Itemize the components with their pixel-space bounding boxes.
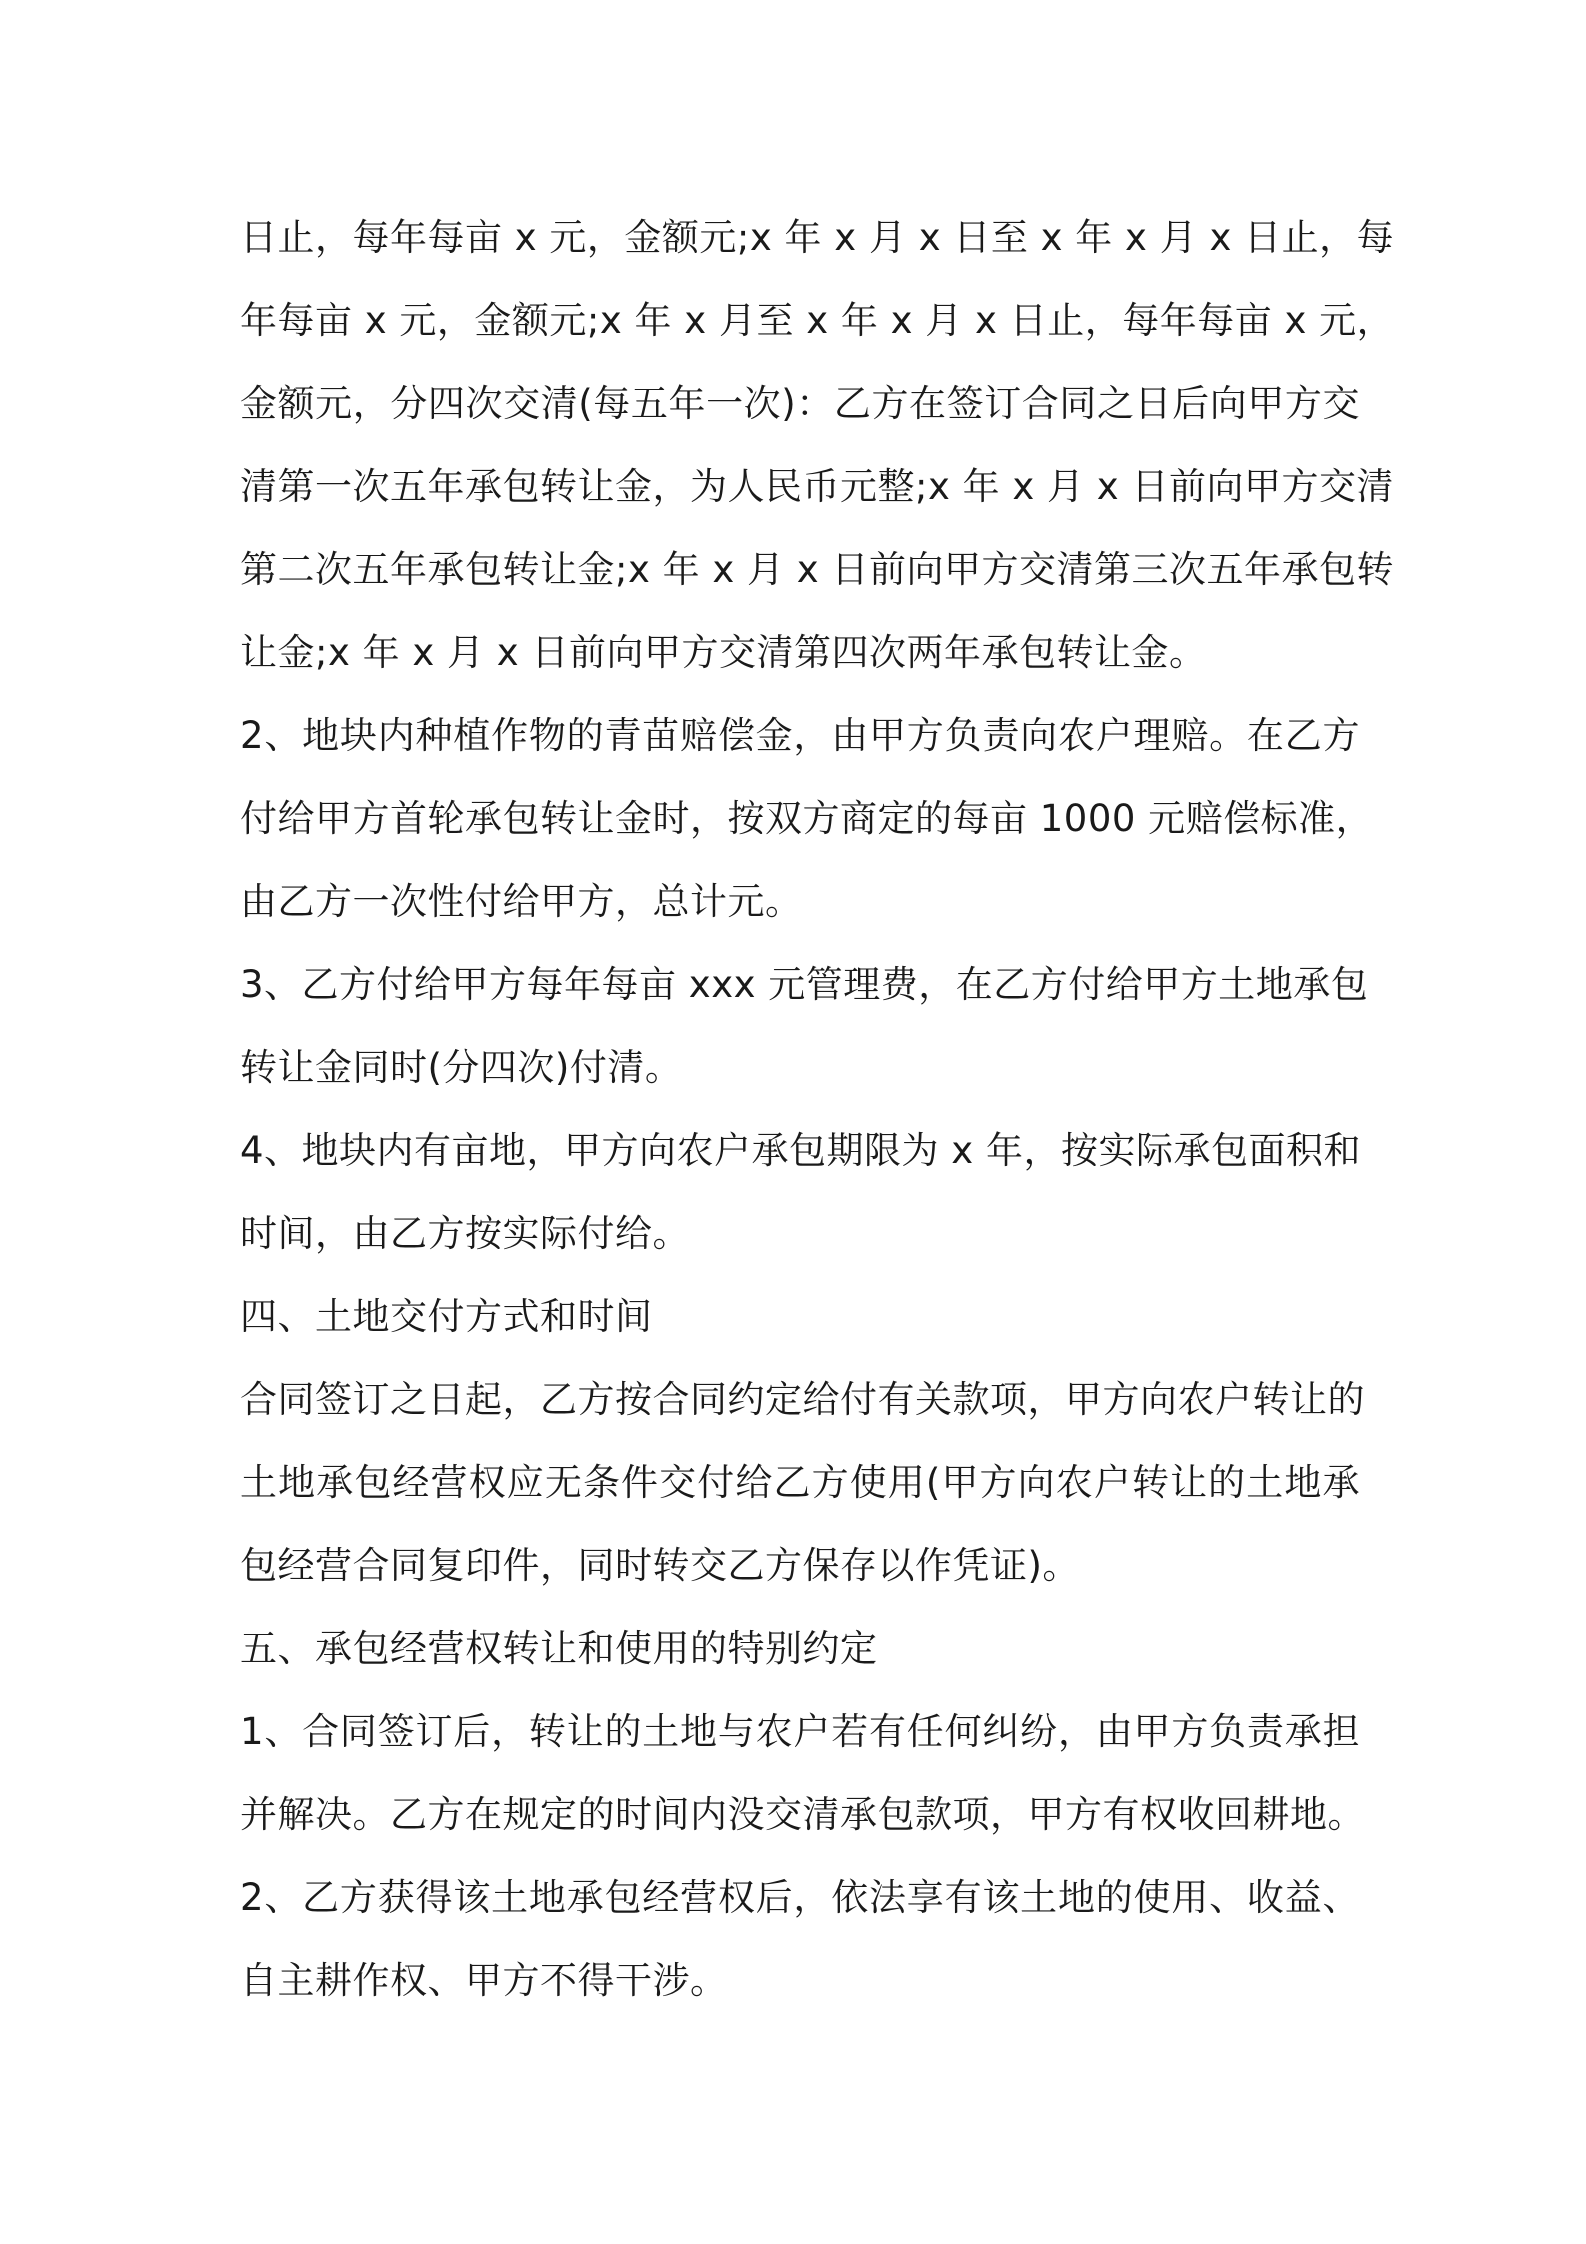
text-line-21: 2、乙方获得该土地承包经营权后，依法享有该土地的使用、收益、: [240, 1876, 1360, 1919]
text-line-17: 包经营合同复印件，同时转交乙方保存以作凭证)。: [240, 1544, 1080, 1587]
text-line-1: 日止，每年每亩 x 元，金额元;x 年 x 月 x 日至 x 年 x 月 x 日止，每: [240, 216, 1395, 259]
text-line-4: 清第一次五年承包转让金，为人民币元整;x 年 x 月 x 日前向甲方交清: [240, 465, 1394, 508]
text-line-12: 4、地块内有亩地，甲方向农户承包期限为 x 年，按实际承包面积和: [240, 1129, 1361, 1172]
text-line-19: 1、合同签订后，转让的土地与农户若有任何纠纷，由甲方负责承担: [240, 1710, 1360, 1753]
text-line-6: 让金;x 年 x 月 x 日前向甲方交清第四次两年承包转让金。: [240, 631, 1207, 674]
text-line-8: 付给甲方首轮承包转让金时，按双方商定的每亩 1000 元赔偿标准，: [240, 797, 1374, 840]
text-line-22: 自主耕作权、甲方不得干涉。: [240, 1959, 728, 2002]
text-line-5: 第二次五年承包转让金;x 年 x 月 x 日前向甲方交清第三次五年承包转: [240, 548, 1394, 591]
text-line-9: 由乙方一次性付给甲方，总计元。: [240, 880, 803, 923]
document-body: [240, 196, 1395, 2022]
text-line-10: 3、乙方付给甲方每年每亩 xxx 元管理费，在乙方付给甲方土地承包: [240, 963, 1369, 1006]
text-line-20: 并解决。乙方在规定的时间内没交清承包款项，甲方有权收回耕地。: [240, 1793, 1365, 1836]
text-line-11: 转让金同时(分四次)付清。: [240, 1046, 683, 1089]
section-heading-4: 四、土地交付方式和时间: [240, 1295, 653, 1338]
text-line-16: 土地承包经营权应无条件交付给乙方使用(甲方向农户转让的土地承: [240, 1461, 1360, 1504]
text-line-3: 金额元，分四次交清(每五年一次)：乙方在签订合同之日后向甲方交: [240, 382, 1360, 425]
text-line-7: 2、地块内种植作物的青苗赔偿金，由甲方负责向农户理赔。在乙方: [240, 714, 1360, 757]
text-line-2: 年每亩 x 元，金额元;x 年 x 月至 x 年 x 月 x 日止，每年每亩 x 元，: [240, 299, 1395, 342]
text-line-13: 时间，由乙方按实际付给。: [240, 1212, 690, 1255]
section-heading-5: 五、承包经营权转让和使用的特别约定: [240, 1627, 878, 1670]
text-line-15: 合同签订之日起，乙方按合同约定给付有关款项，甲方向农户转让的: [240, 1378, 1365, 1421]
